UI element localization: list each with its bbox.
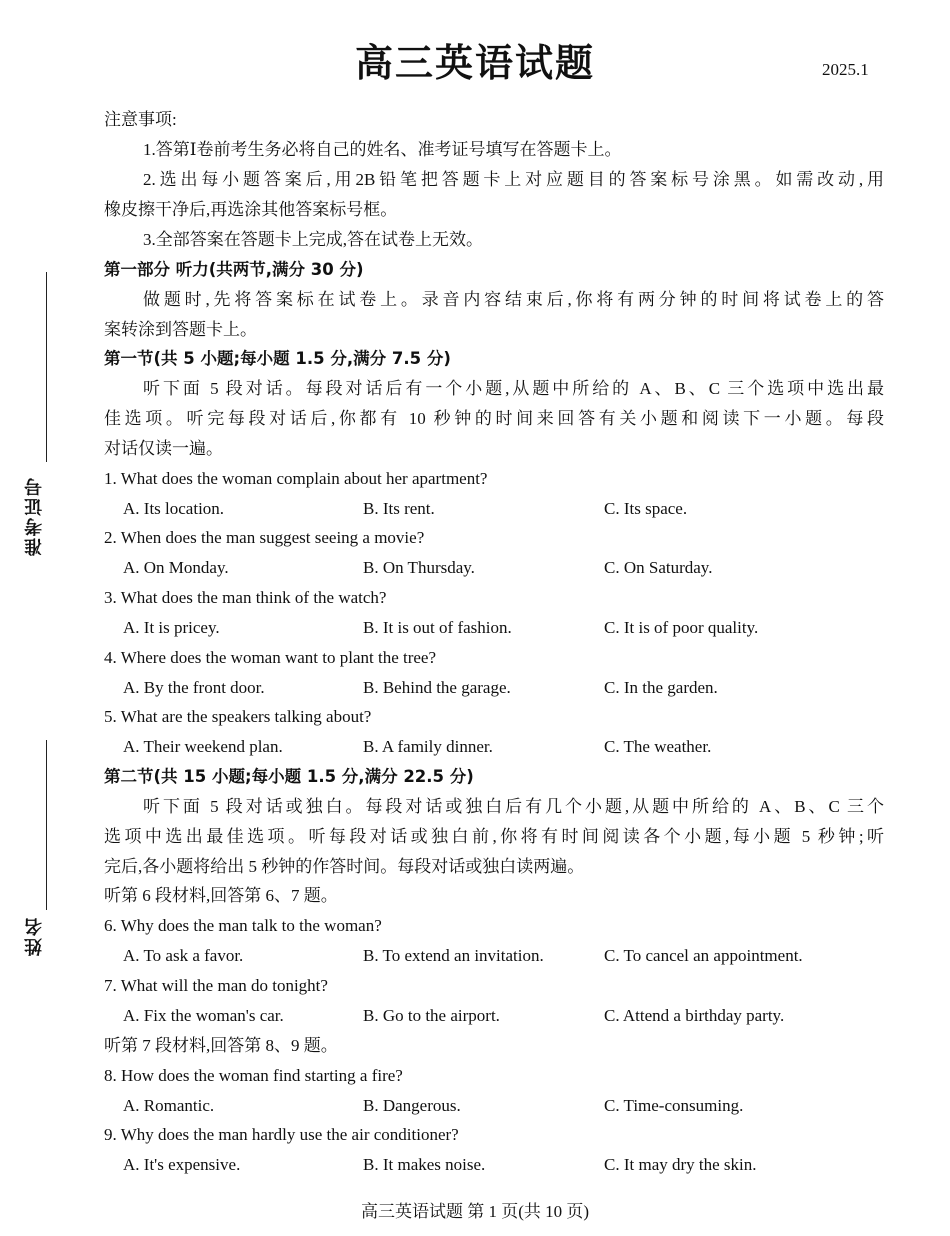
question-2-option-c: C. On Saturday.: [604, 558, 713, 577]
question-6: 6. Why does the man talk to the woman?: [104, 916, 382, 935]
section2-intro-line-2: 选项中选出最佳选项。听每段对话或独白前,你将有时间阅读各个小题,每小题 5 秒钟;听: [104, 827, 884, 846]
name-label: 姓名: [24, 916, 45, 956]
question-6-option-c: C. To cancel an appointment.: [604, 946, 803, 965]
question-7-option-a: A. Fix the woman's car.: [123, 1006, 284, 1025]
question-2-option-a: A. On Monday.: [123, 558, 229, 577]
question-9: 9. Why does the man hardly use the air conditioner?: [104, 1125, 459, 1144]
material-6-instruction: 听第 6 段材料,回答第 6、7 题。: [104, 886, 338, 905]
section1-intro-line-1: 听下面 5 段对话。每段对话后有一个小题,从题中所给的 A、B、C 三个选项中选出最: [143, 379, 884, 398]
page-footer: 高三英语试题 第 1 页(共 10 页): [360, 1202, 590, 1221]
question-9-option-a: A. It's expensive.: [123, 1155, 241, 1174]
question-8-option-c: C. Time-consuming.: [604, 1096, 744, 1115]
exam-date: 2025.1: [822, 60, 869, 79]
part1-intro-line-1: 做题时,先将答案标在试卷上。录音内容结束后,你将有两分钟的时间将试卷上的答: [143, 290, 884, 309]
question-6-option-a: A. To ask a favor.: [123, 946, 244, 965]
question-4: 4. Where does the woman want to plant the tree?: [104, 648, 437, 667]
notes-item-1: 1.答第Ⅰ卷前考生务必将自己的姓名、准考证号填写在答题卡上。: [143, 140, 622, 159]
question-3-option-c: C. It is of poor quality.: [604, 618, 759, 637]
question-3: 3. What does the man think of the watch?: [104, 588, 387, 607]
question-1-option-c: C. Its space.: [604, 499, 688, 518]
name-blank-line: [46, 740, 47, 910]
notes-item-2-line-1: 2.选出每小题答案后,用2B铅笔把答题卡上对应题目的答案标号涂黑。如需改动,用: [143, 170, 884, 189]
section2-intro-line-3: 完后,各小题将给出 5 秒钟的作答时间。每段对话或独白读两遍。: [104, 857, 585, 876]
section2-intro-line-1: 听下面 5 段对话或独白。每段对话或独白后有几个小题,从题中所给的 A、B、C 三个: [143, 797, 884, 816]
notes-item-2-line-2: 橡皮擦干净后,再选涂其他答案标号框。: [104, 200, 398, 219]
part1-heading: 第一部分 听力(共两节,满分 30 分): [104, 260, 364, 279]
section1-intro-line-3: 对话仅读一遍。: [104, 439, 223, 458]
question-1: 1. What does the woman complain about her apartment?: [104, 469, 488, 488]
question-5: 5. What are the speakers talking about?: [104, 707, 372, 726]
exam-number-blank-line: [46, 272, 47, 462]
section1-intro-line-2: 佳选项。听完每段对话后,你都有 10 秒钟的时间来回答有关小题和阅读下一小题。每段: [104, 409, 884, 428]
question-3-option-b: B. It is out of fashion.: [363, 618, 512, 637]
exam-number-label: 准考证号: [24, 476, 45, 556]
question-2-option-b: B. On Thursday.: [363, 558, 475, 577]
question-4-option-b: B. Behind the garage.: [363, 678, 511, 697]
question-8-option-a: A. Romantic.: [123, 1096, 215, 1115]
notes-heading: 注意事项:: [104, 110, 177, 129]
question-5-option-b: B. A family dinner.: [363, 737, 493, 756]
question-7-option-b: B. Go to the airport.: [363, 1006, 500, 1025]
section2-heading: 第二节(共 15 小题;每小题 1.5 分,满分 22.5 分): [104, 767, 474, 786]
notes-item-3: 3.全部答案在答题卡上完成,答在试卷上无效。: [143, 230, 483, 249]
question-4-option-c: C. In the garden.: [604, 678, 718, 697]
part1-intro-line-2: 案转涂到答题卡上。: [104, 320, 257, 339]
question-1-option-a: A. Its location.: [123, 499, 225, 518]
question-1-option-b: B. Its rent.: [363, 499, 435, 518]
section1-heading: 第一节(共 5 小题;每小题 1.5 分,满分 7.5 分): [104, 349, 451, 368]
question-8-option-b: B. Dangerous.: [363, 1096, 461, 1115]
question-5-option-c: C. The weather.: [604, 737, 712, 756]
document-title: 高三英语试题: [354, 40, 595, 85]
question-7-option-c: C. Attend a birthday party.: [604, 1006, 785, 1025]
question-8: 8. How does the woman find starting a fire?: [104, 1066, 403, 1085]
material-7-instruction: 听第 7 段材料,回答第 8、9 题。: [104, 1036, 338, 1055]
question-9-option-b: B. It makes noise.: [363, 1155, 486, 1174]
question-9-option-c: C. It may dry the skin.: [604, 1155, 757, 1174]
question-7: 7. What will the man do tonight?: [104, 976, 328, 995]
question-3-option-a: A. It is pricey.: [123, 618, 220, 637]
question-6-option-b: B. To extend an invitation.: [363, 946, 544, 965]
question-2: 2. When does the man suggest seeing a movie?: [104, 528, 425, 547]
question-5-option-a: A. Their weekend plan.: [123, 737, 283, 756]
question-4-option-a: A. By the front door.: [123, 678, 265, 697]
